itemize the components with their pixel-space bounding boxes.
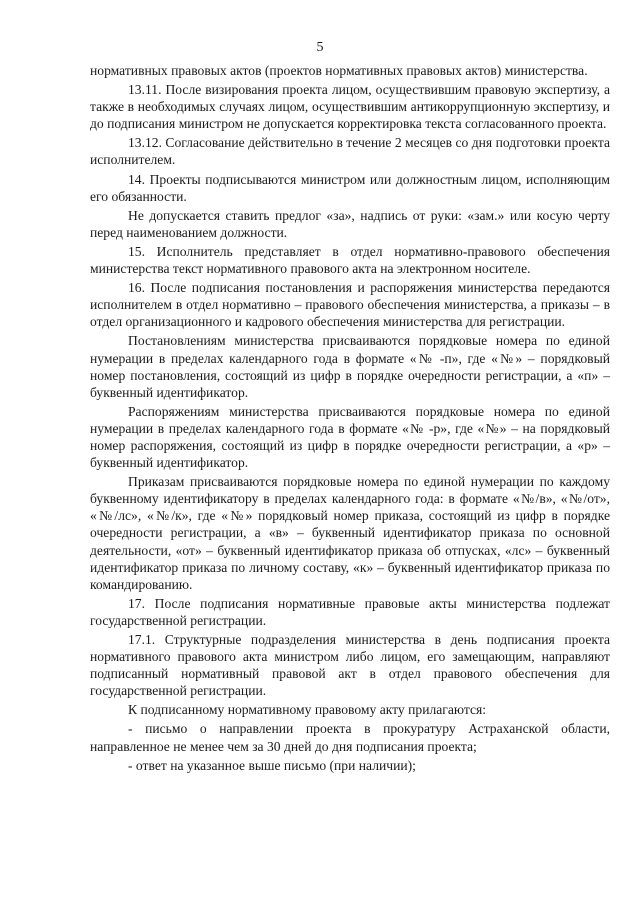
paragraph-13-12: 13.12. Согласование действительно в течение 2 месяцев со дня подготовки проекта исполнителем. [90,135,610,168]
page-number: 5 [316,40,324,55]
document-body [90,62,610,776]
paragraph-13-11: 13.11. После визирования проекта лицом, осуществившим правовую экспертизу, а также в необходимых случаях лицом, осуществившим антикоррупционную экспертизу, и до подписания министром не допускается корректировка текста согласованного проекта. [90,82,610,132]
paragraph-continuation: нормативных правовых актов (проектов нормативных правовых актов) министерства. [90,63,588,78]
paragraph-decrees-numbering: Приказам присваиваются порядковые номера по единой нумерации по каждому буквенному идентификатору в пределах календарного года: в формате «№/в», «№/от», «№/лс», «№/к», где «№» порядковый номер приказа, состоящий из цифр в порядке очередности регистрации, а «в» – буквенный идентификатор приказа по основной деятельности, «от» – буквенный идентификатор приказа об отпусках, «лс» – буквенный идентификатор приказа по личному составу, «к» – буквенный идентификатор приказа по командированию. [90,474,610,592]
paragraph-17: 17. После подписания нормативные правовые акты министерства подлежат государственной регистрации. [90,595,610,628]
paragraph-14: 14. Проекты подписываются министром или должностным лицом, исполняющим его обязанности. [90,171,610,204]
paragraph-resolutions-numbering: Постановлениям министерства присваиваются порядковые номера по единой нумерации в пределах календарного года в формате «№ -п», где «№» – порядковый номер постановления, состоящий из цифр в порядке очередности регистрации, а «п» – буквенный идентификатор. [90,333,610,400]
paragraph-14-note: Не допускается ставить предлог «за», надпись от руки: «зам.» или косую черту перед наименованием должности. [90,207,610,240]
paragraph-orders-numbering: Распоряжениям министерства присваиваются порядковые номера по единой нумерации в пределах календарного года в формате «№ -р», где «№» – на порядковый номер распоряжения, состоящий из цифр в порядке очередности регистрации, а «р» – буквенный идентификатор. [90,403,610,471]
paragraph-17-1: 17.1. Структурные подразделения министерства в день подписания проекта нормативного правового акта министром либо лицом, его замещающим, направляют подписанный нормативный правовой акт в отдел правового обеспечения для государственной регистрации. [90,632,610,699]
list-item-reply-letter: - ответ на указанное выше письмо (при наличии); [128,757,416,773]
paragraph-attachments-intro: К подписанному нормативному правовому акту прилагаются: [128,702,487,718]
paragraph-15: 15. Исполнитель представляет в отдел нормативно-правового обеспечения министерства текст нормативного правового акта на электронном носителе. [90,243,610,277]
paragraph-16: 16. После подписания постановления и распоряжения министерства передаются исполнителем в отдел нормативно – правового обеспечения министерства, а приказы – в отдел организационного и кадрового обеспечения министерства для регистрации. [90,280,610,330]
list-item-prosecutor-letter: - письмо о направлении проекта в прокуратуру Астраханской области, направленное не менее чем за 30 дней до дня подписания проекта; [90,721,610,754]
